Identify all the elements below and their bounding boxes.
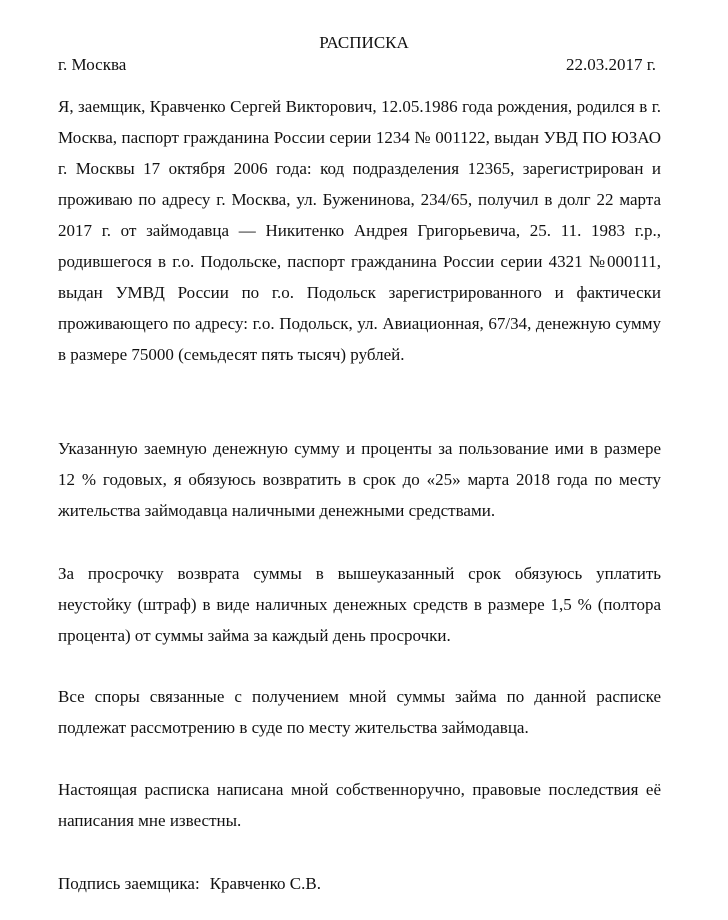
place: г. Москва: [58, 55, 127, 74]
signature-label: Подпись заемщика:: [58, 874, 200, 893]
paragraph-loan-details: Я, заемщик, Кравченко Сергей Викторович, 12.05.1986 года рождения, родился в г. Москва, паспорт гражданина России серии 1234 № 001122, выдан УВД ПО ЮЗАО г. Москвы 17 октября 2006 года: код подразделения 12365, зарегистрирован и проживаю по адресу г. Москва, ул. Буженинова, 234/65, получил в долг 22 марта 2017 г. от займодавца — Никитенко Андрея Григорьевича, 25. 11. 1983 г.р., родившегося в г.о. Подольске, паспорт гражданина России серии 4321 №000111, выдан УМВД России по г.о. Подольск зарегистрированного и фактически проживающего по адресу: г.о. Подольск, ул. Авиационная, 67/34, денежную сумму в размере 75000 (семьдесят пять тысяч) рублей.: [58, 97, 661, 364]
document-title: РАСПИСКА: [319, 33, 409, 52]
signature-name: Кравченко С.В.: [209, 874, 321, 893]
place-date-row: [58, 55, 656, 75]
date: 22.03.2017 г.: [565, 55, 656, 74]
paragraph-disputes: Все споры связанные с получением мной суммы займа по данной расписке подлежат рассмотрению в суде по месту жительства займодавца.: [58, 687, 661, 737]
signature-line: [58, 872, 321, 896]
paragraph-penalty: За просрочку возврата суммы в вышеуказанный срок обязуюсь уплатить неустойку (штраф) в виде наличных денежных средств в размере 1,5 % (полтора процента) от суммы займа за каждый день просрочки.: [58, 564, 661, 645]
paragraph-repayment-terms: Указанную заемную денежную сумму и проценты за пользование ими в размере 12 % годовых, я обязуюсь возвратить в срок до «25» марта 2018 года по месту жительства займодавца наличными денежными средствами.: [58, 439, 661, 520]
paragraph-handwritten-statement: Настоящая расписка написана мной собственноручно, правовые последствия её написания мне известны.: [58, 780, 661, 830]
